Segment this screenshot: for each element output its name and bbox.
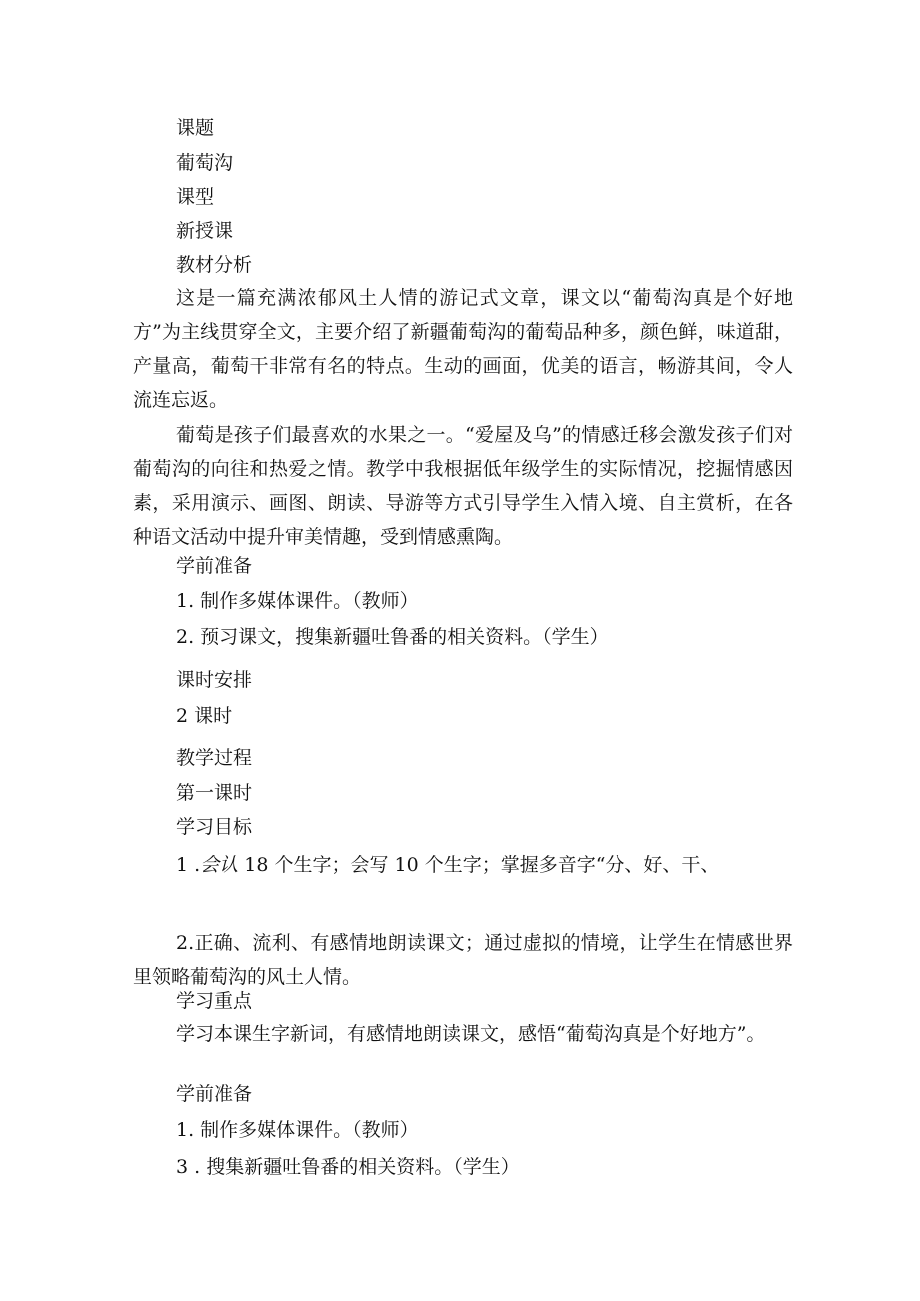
preparation-2-heading: 学前准备 [176, 1083, 253, 1105]
preparation-heading: 学前准备 [176, 555, 253, 577]
goal-1-italic-text: 会认 [200, 854, 239, 876]
goal-1-number: 1 . [176, 854, 201, 876]
goal-1-text: 18 个生字；会写 10 个生字；掌握多音字“分、好、干、 [238, 854, 720, 876]
analysis-heading: 教材分析 [176, 254, 253, 276]
focus-heading: 学习重点 [176, 990, 253, 1012]
process-heading: 教学过程 [176, 747, 253, 769]
analysis-paragraph-2: 葡萄是孩子们最喜欢的水果之一。“爱屋及乌”的情感迁移会激发孩子们对葡萄沟的向往和热爱之情。教学中我根据低年级学生的实际情况，挖掘情感因素，采用演示、画图、朗读、导游等方式引导学生入情入境、自主赏析，在各种语文活动中提升审美情趣，受到情感熏陶。 [133, 424, 793, 548]
preparation-2-item-3: 3 . 搜集新疆吐鲁番的相关资料。（学生） [176, 1156, 520, 1178]
schedule-heading: 课时安排 [176, 669, 253, 691]
preparation-item-1: 1. 制作多媒体课件。（教师） [176, 590, 419, 612]
lesson-title-label: 课题 [176, 117, 215, 139]
preparation-2-item-1: 1. 制作多媒体课件。（教师） [176, 1119, 419, 1141]
lesson-type: 新授课 [176, 220, 234, 242]
preparation-item-2: 2. 预习课文，搜集新疆吐鲁番的相关资料。（学生） [176, 626, 609, 648]
lesson-title: 葡萄沟 [176, 152, 234, 174]
first-lesson-heading: 第一课时 [176, 782, 253, 804]
goals-heading: 学习目标 [176, 816, 253, 838]
focus-paragraph: 学习本课生字新词，有感情地朗读课文，感悟“葡萄沟真是个好地方”。 [176, 1023, 766, 1045]
schedule-value: 2 课时 [176, 705, 233, 727]
analysis-paragraph-1: 这是一篇充满浓郁风土人情的游记式文章，课文以“葡萄沟真是个好地方”为主线贯穿全文，主要介绍了新疆葡萄沟的葡萄品种多，颜色鲜，味道甜，产量高，葡萄干非常有名的特点。生动的画面，优美的语言，畅游其间，令人流连忘返。 [133, 287, 793, 411]
goal-item-2: 2.正确、流利、有感情地朗读课文；通过虚拟的情境，让学生在情感世界里领略葡萄沟的风土人情。 [133, 932, 793, 988]
goal-item-1 [176, 856, 719, 875]
lesson-type-label: 课型 [176, 186, 215, 208]
